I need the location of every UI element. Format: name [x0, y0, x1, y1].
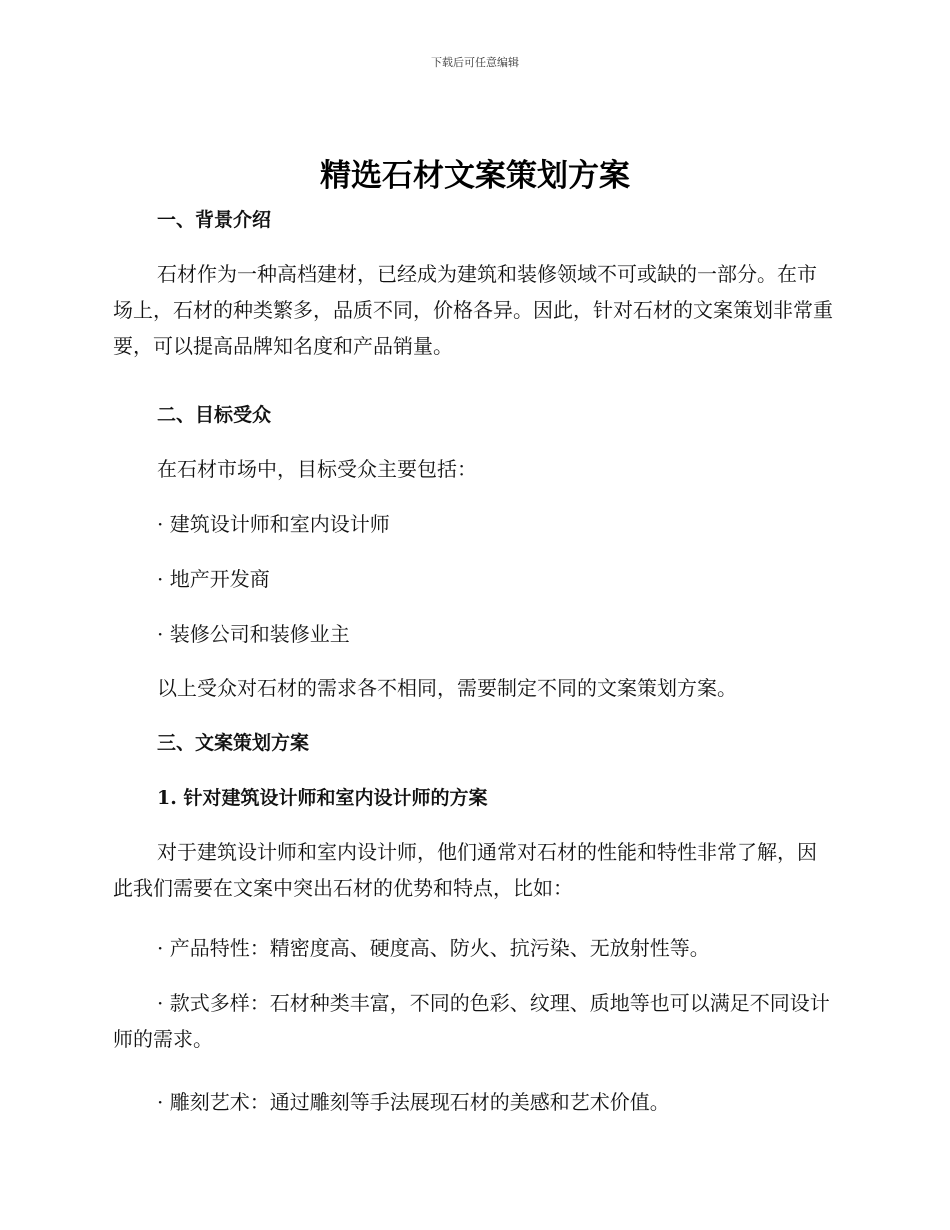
bullet-item: · 地产开发商 [157, 567, 270, 591]
bullet-item: · 装修公司和装修业主 [157, 622, 350, 646]
section-1-paragraph: 石材作为一种高档建材，已经成为建筑和装修领域不可或缺的一部分。在市场上，石材的种类繁多，品质不同，价格各异。因此，针对石材的文案策划非常重要，可以提高品牌知名度和产品销量。 [113, 262, 833, 358]
bullet-item: · 建筑设计师和室内设计师 [157, 512, 390, 536]
section-2-intro: 在石材市场中，目标受众主要包括： [157, 457, 477, 481]
point-item: · 雕刻艺术：通过雕刻等手法展现石材的美感和艺术价值。 [157, 1090, 670, 1114]
point-item: · 款式多样：石材种类丰富，不同的色彩、纹理、质地等也可以满足不同设计师的需求。 [113, 991, 830, 1051]
section-1-heading: 一、背景介绍 [157, 209, 272, 231]
section-2-outro: 以上受众对石材的需求各不相同，需要制定不同的文案策划方案。 [157, 676, 737, 700]
header-note: 下载后可任意编辑 [431, 56, 519, 69]
document-title: 精选石材文案策划方案 [320, 158, 630, 194]
section-2-heading: 二、目标受众 [157, 404, 272, 426]
section-3-paragraph: 对于建筑设计师和室内设计师，他们通常对石材的性能和特性非常了解，因此我们需要在文案中突出石材的优势和特点，比如： [113, 840, 817, 900]
point-item: · 产品特性：精密度高、硬度高、防火、抗污染、无放射性等。 [157, 936, 710, 960]
section-3-heading: 三、文案策划方案 [157, 732, 310, 754]
section-3-subheading: 1. 针对建筑设计师和室内设计师的方案 [157, 787, 488, 809]
